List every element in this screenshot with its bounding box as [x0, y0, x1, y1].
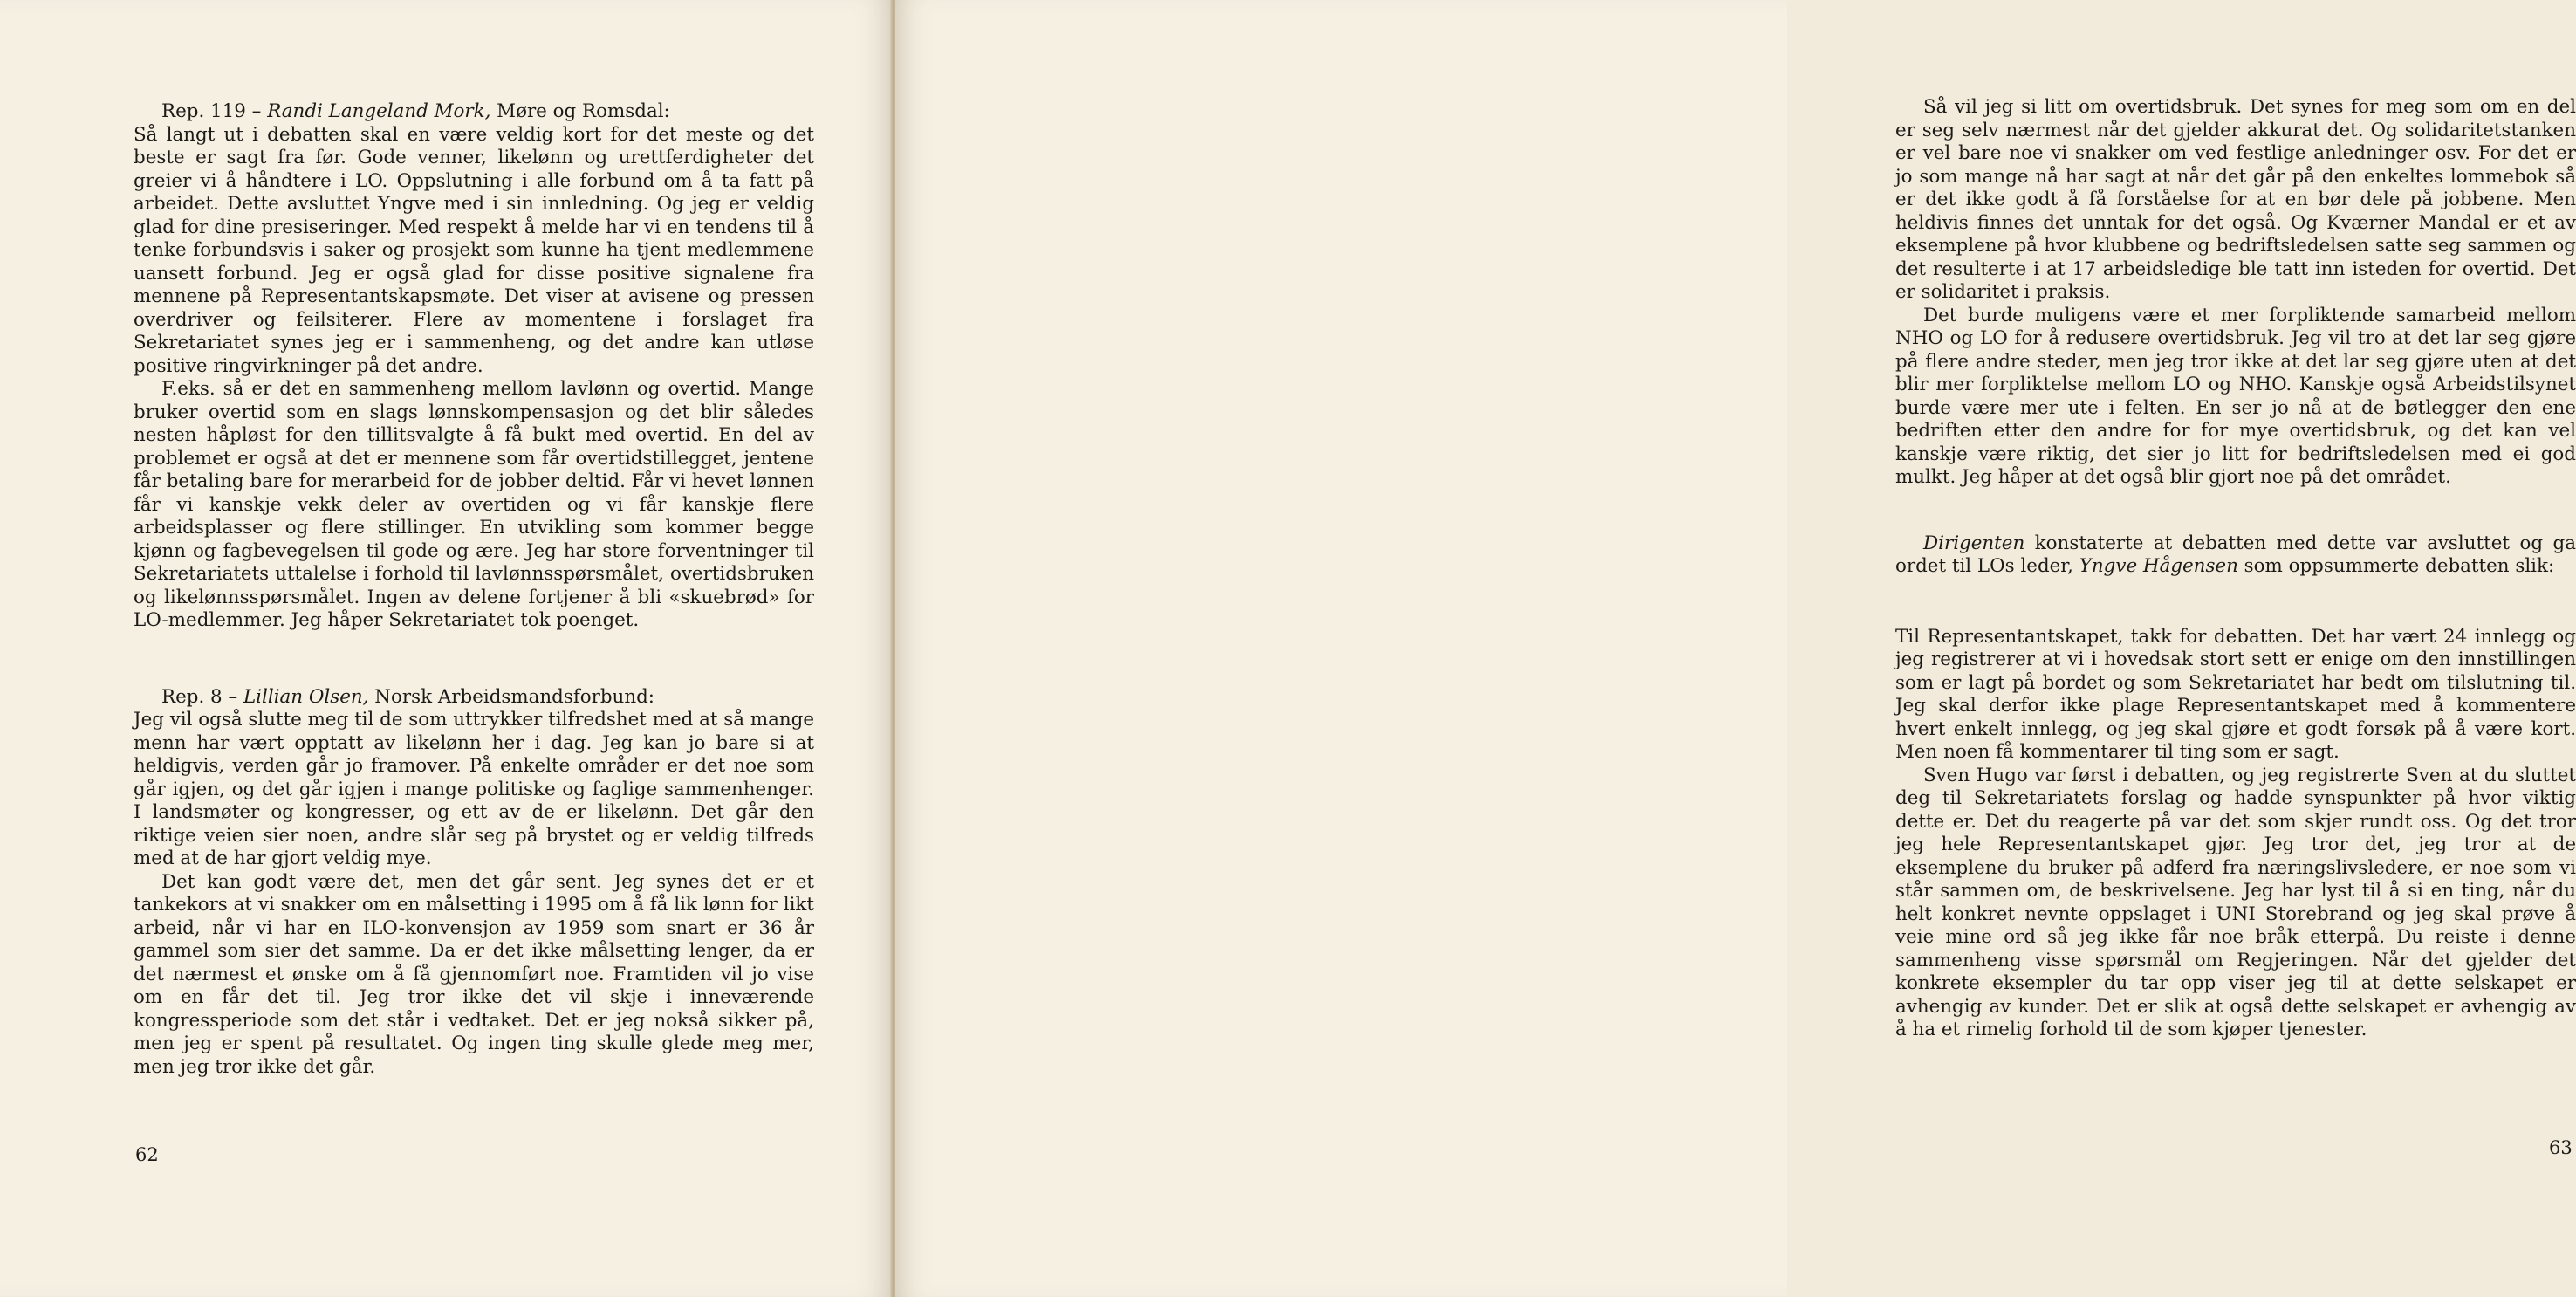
summarizer-name: Yngve Hågensen: [2079, 555, 2238, 577]
paragraph: Til Representantskapet, takk for debatten. Det har vært 24 innlegg og jeg registrerer at vi i hovedsak stort sett er enige om den innstillingen som er lagt på bordet og som Sekretariatet har bedt om tilslutning til. Jeg skal derfor ikke plage Representantskapet med å kommentere hvert enkelt innlegg, og jeg skal gjøre et godt forsøk på å være kort. Men noen få kommentarer til ting som er sagt.: [1895, 625, 2576, 763]
speaker-name: Randi Langeland Mork,: [267, 100, 491, 122]
paragraph: Det kan godt være det, men det går sent. Jeg synes det er et tankekors at vi snakker om en målsetting i 1995 om å få lik lønn for likt arbeid, når vi har en ILO-konvensjon av 1959 som snart er 36 år gammel som sier det samme. Da er det ikke målsetting lenger, da er det nærmest et ønske om å få gjennomført noe. Framtiden vil jo vise om en får det til. Jeg tror ikke det vil skje i inneværende kongressperiode som det står i vedtaket. Det er jeg nokså sikker på, men jeg er spent på resultatet. Og ingen ting skulle glede meg mer, men jeg tror ikke det går.: [134, 870, 814, 1078]
paragraph: Jeg vil også slutte meg til de som uttrykker tilfredshet med at så mange menn har vært opptatt av likelønn her i dag. Jeg kan jo bare si at heldigvis, verden går jo framover. På enkelte områder er det noe som går igjen, og det går igjen i mange politiske og faglige sammenhenger. I landsmøter og kongresser, og ett av de er likelønn. Det går den riktige veien sier noen, andre slår seg på brystet og er veldig tilfreds med at de har gjort veldig mye.: [134, 709, 814, 869]
section-gap: [1895, 490, 2576, 532]
dirigent-paragraph: [1895, 532, 2576, 579]
dirigent-text-end: som oppsummerte debatten slik:: [2237, 555, 2555, 577]
right-page: [895, 0, 2576, 1297]
speaker-heading-mork: [134, 100, 814, 124]
left-page: [0, 0, 892, 1297]
paragraph: F.eks. så er det en sammenheng mellom lavlønn og overtid. Mange bruker overtid som en slags lønnskompensasjon og det blir således nesten håpløst for den tillitsvalgte å få bukt med overtid. En del av problemet er også at det er mennene som får overtidstillegget, jentene får betaling bare for merarbeid for de jobber deltid. Får vi hevet lønnen får vi kanskje vekk deler av overtiden og vi får kanskje flere arbeidsplasser og flere stillinger. En utvikling som kommer begge kjønn og fagbevegelsen til gode og ære. Jeg har store forventninger til Sekretariatets uttalelse i forhold til lavlønnsspørsmålet, overtidsbruken og likelønnsspørsmålet. Ingen av delene fortjener å bli «skuebrød» for LO-medlemmer. Jeg håper Sekretariatet tok poenget.: [134, 378, 814, 631]
speaker-rep-number: Rep. 8 –: [161, 685, 243, 708]
section-gap: [1895, 579, 2576, 626]
page-number-left: 62: [135, 1144, 159, 1165]
right-page-text: [1895, 96, 2576, 1042]
speaker-affiliation: Norsk Arbeidsmandsforbund:: [368, 685, 655, 708]
paragraph: Så vil jeg si litt om overtidsbruk. Det synes for meg som om en del er seg selv nærmest når det gjelder akkurat det. Og solidaritetstanken er vel bare noe vi snakker om ved festlige anledninger osv. For det er jo som mange nå har sagt at når det går på den enkeltes lommebok så er det ikke godt å få forståelse for at en bør dele på jobbene. Men heldivis finnes det unntak for det også. Og Kværner Mandal er et av eksemplene på hvor klubbene og bedriftsledelsen satte seg sammen og det resulterte i at 17 arbeidsledige ble tatt inn isteden for overtid. Det er solidaritet i praksis.: [1895, 96, 2576, 303]
speaker-affiliation: Møre og Romsdal:: [490, 100, 670, 122]
paragraph: Så langt ut i debatten skal en være veldig kort for det meste og det beste er sagt fra før. Gode venner, likelønn og urettferdigheter det greier vi å håndtere i LO. Oppslutning i alle forbund om å ta fatt på arbeidet. Dette avsluttet Yngve med i sin innledning. Og jeg er veldig glad for dine presiseringer. Med respekt å melde har vi en tendens til å tenke forbundsvis i saker og prosjekt som kunne ha tjent medlemmene uansett forbund. Jeg er også glad for disse positive signalene fra mennene på Representantskapsmøte. Det viser at avisene og pressen overdriver og feilsiterer. Flere av momentene i forslaget fra Sekretariatet synes jeg er i sammenheng, og det andre kan utløse positive ringvirkninger på det andre.: [134, 123, 814, 377]
speaker-name: Lillian Olsen,: [243, 685, 369, 708]
paragraph: Sven Hugo var først i debatten, og jeg registrerte Sven at du sluttet deg til Sekretariatets forslag og hadde synspunkter på hvor viktig dette er. Det du reagerte på var det som skjer rundt oss. Og det tror jeg hele Representantskapet gjør. Jeg tror det, jeg tror at de eksemplene du bruker på adferd fra næringslivsledere, er noe som vi står sammen om, de beskrivelsene. Jeg har lyst til å si en ting, når du helt konkret nevnte oppslaget i UNI Storebrand og jeg skal prøve å veie mine ord så jeg ikke får noe bråk etterpå. Du reiste i denne sammenheng visse spørsmål om Regjeringen. Når det gjelder det konkrete eksempler du tar opp viser jeg til at dette selskapet er avhengig av kunder. Det er slik at også dette selskapet er avhengig av å ha et rimelig forhold til de som kjøper tjenester.: [1895, 764, 2576, 1040]
dirigent-text: konstaterte at debatten med dette var avsluttet og ga ordet til LOs leder,: [1895, 532, 2576, 577]
paragraph: Det burde muligens være et mer forpliktende samarbeid mellom NHO og LO for å redusere overtidsbruk. Jeg vil tro at det lar seg gjøre på flere andre steder, men jeg tror ikke at det lar seg gjøre uten at det blir mer forpliktelse mellom LO og NHO. Kanskje også Arbeidstilsynet burde være mer ute i felten. En ser jo nå at de bøtlegger den ene bedriften etter den andre for for mye overtidsbruk, og det kan vel kanskje være riktig, det sier jo litt for bedriftsledelsen med ei god mulkt. Jeg håper at det også blir gjort noe på det området.: [1895, 304, 2576, 488]
speaker-rep-number: Rep. 119 –: [161, 100, 268, 122]
section-gap: [134, 633, 814, 686]
left-page-text: [134, 100, 814, 1079]
page-number-right: 63: [2549, 1137, 2573, 1158]
dirigent-title: Dirigenten: [1923, 532, 2025, 554]
speaker-heading-olsen: [134, 686, 814, 710]
